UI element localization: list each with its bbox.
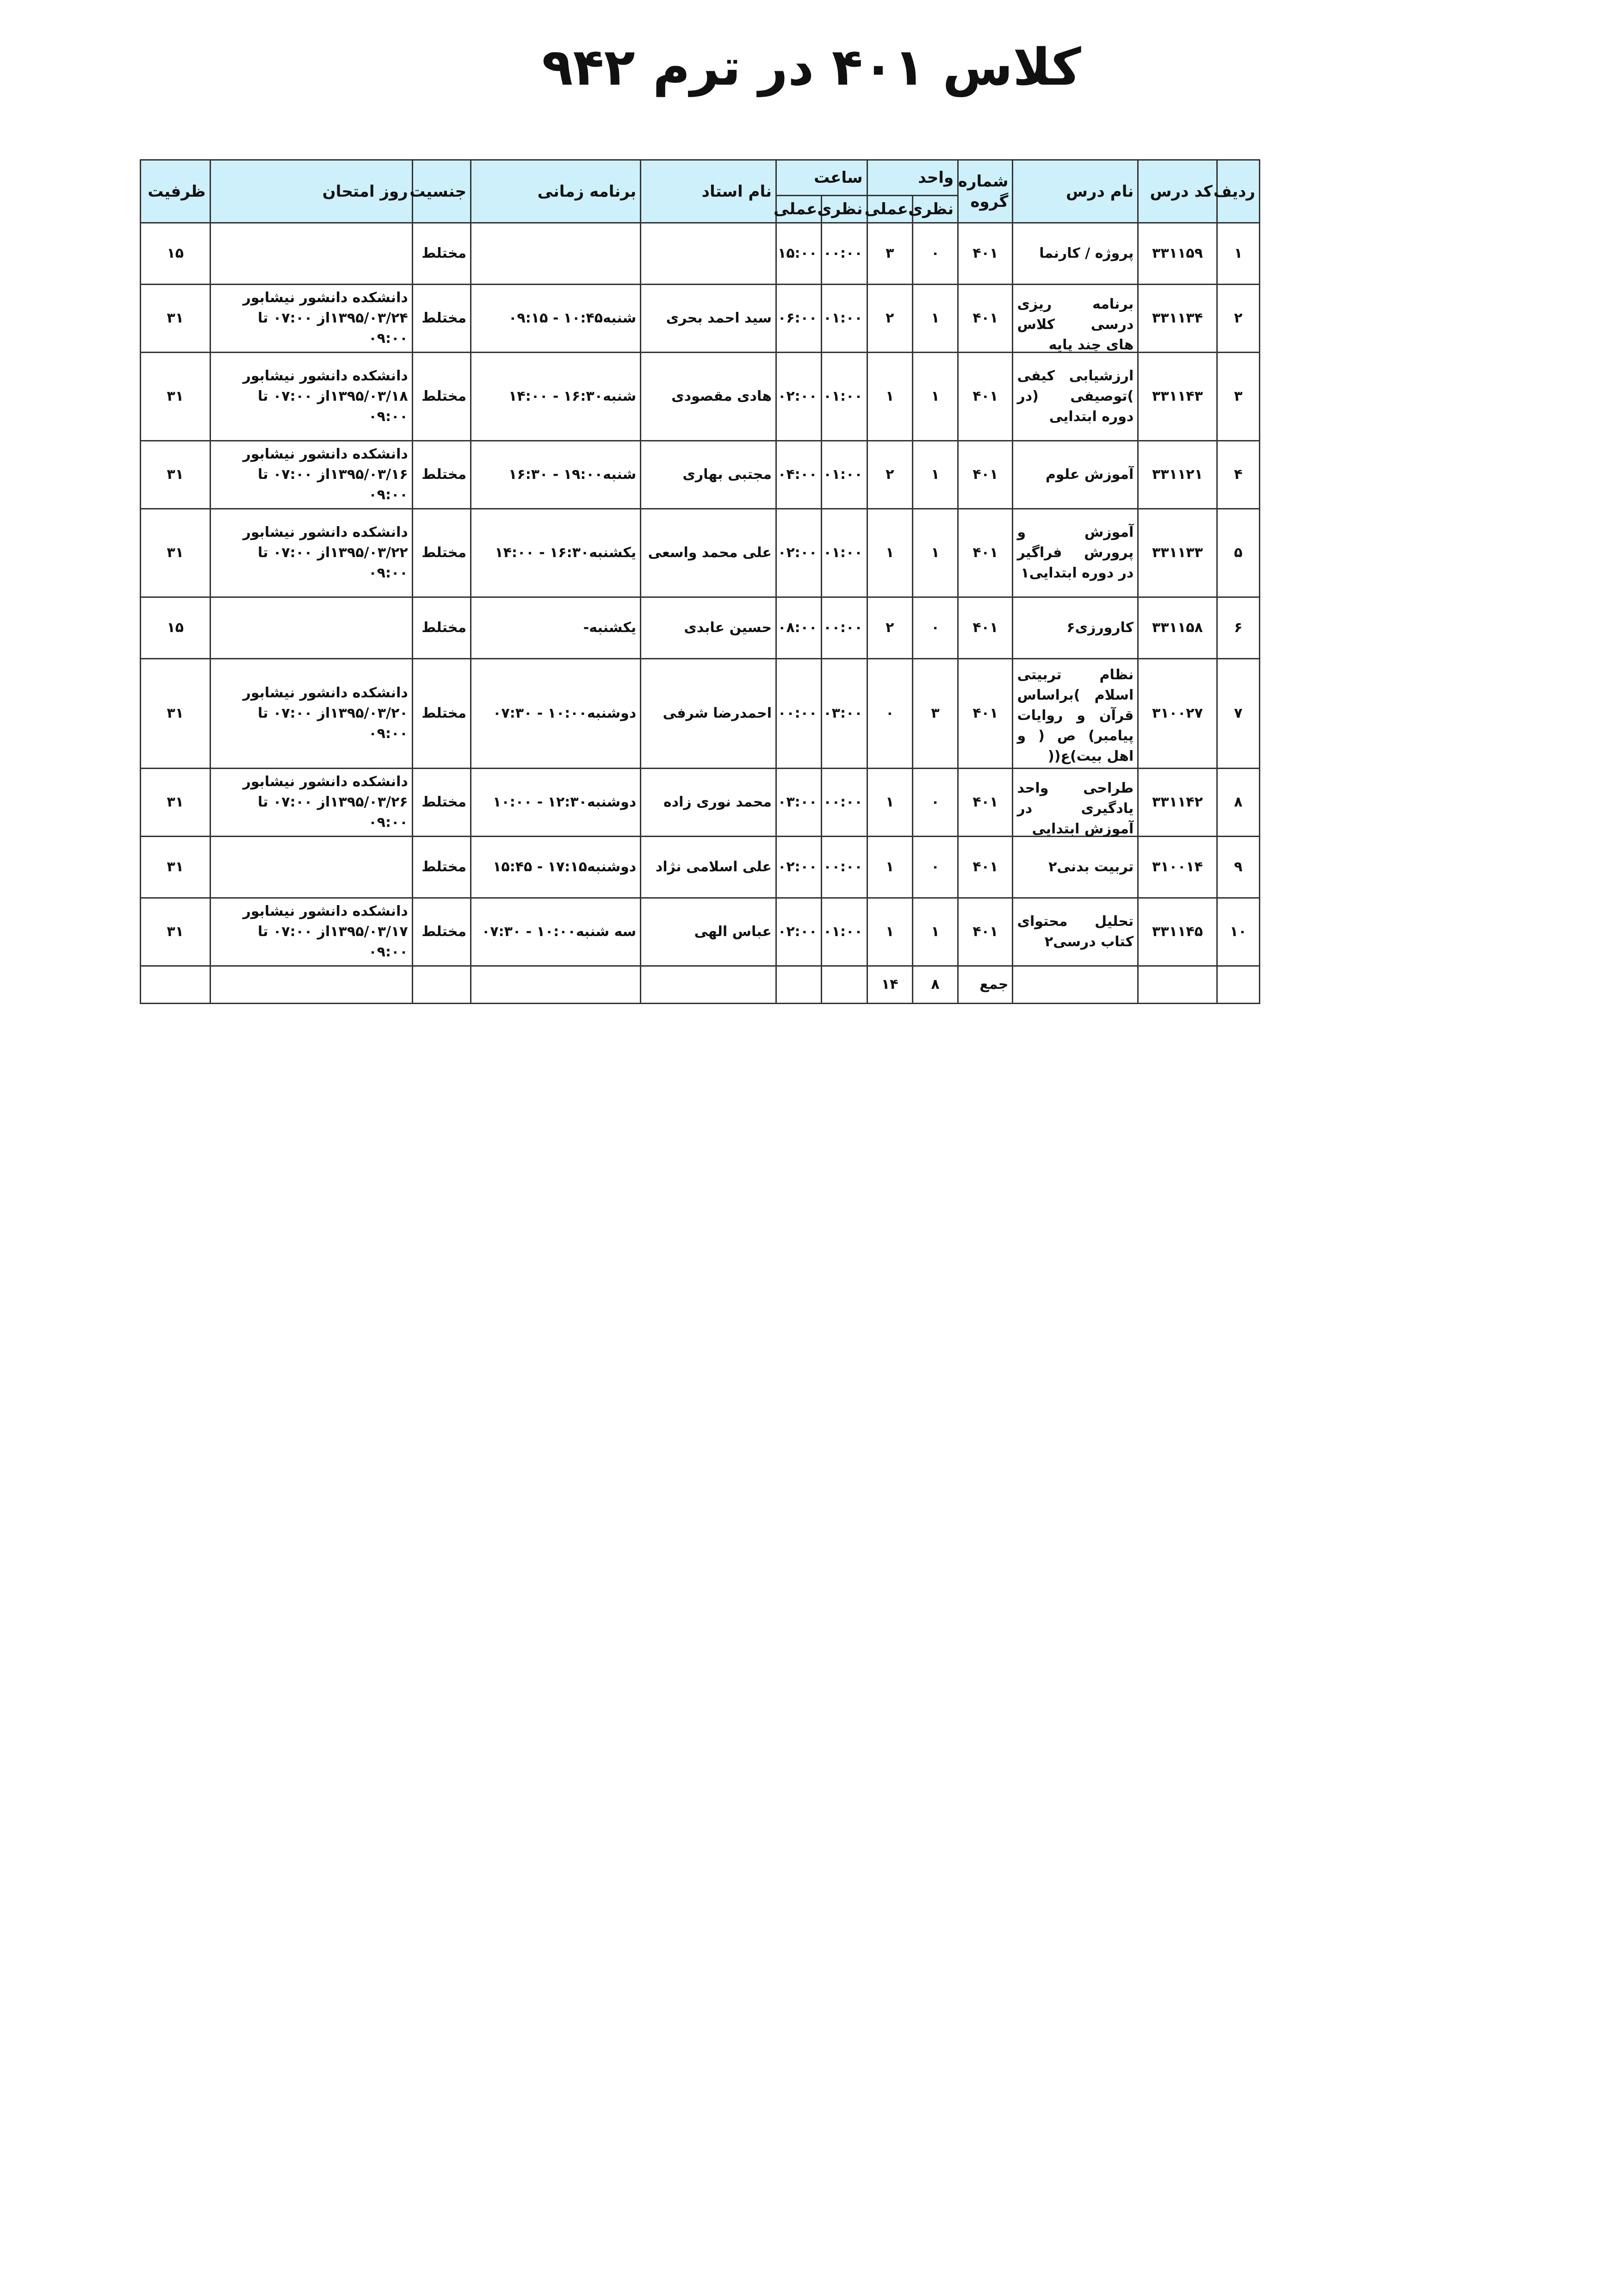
cell-gender: مختلط — [412, 509, 471, 597]
exam-text: دانشکده دانشور نیشابور ۱۳۹۵/۰۳/۱۶از ۰۷:۰۰ تا ۰۹:۰۰ — [242, 446, 408, 503]
totals-units-practical: ۱۴ — [867, 966, 912, 1004]
cell-course-name — [1013, 898, 1138, 966]
cell-hours-practical: ۰۴:۰۰ — [776, 441, 822, 509]
course-name-text: آموزش علوم — [1045, 466, 1134, 483]
cell-row-number: ۲ — [1217, 285, 1259, 353]
cell-capacity: ۳۱ — [141, 285, 211, 353]
header-hours-theory: نظری — [822, 196, 867, 223]
header-units-theory: نظری — [912, 196, 958, 223]
cell-gender: مختلط — [412, 223, 471, 285]
cell-hours-practical: ۱۵:۰۰ — [776, 223, 822, 285]
table-row — [141, 509, 1260, 597]
cell-course-code: ۳۳۱۱۵۹ — [1138, 223, 1217, 285]
header-exam-day: روز امتحان — [210, 160, 412, 223]
cell-exam — [210, 769, 412, 837]
cell-exam — [210, 223, 412, 285]
cell-units-theory: ۰ — [912, 769, 958, 837]
cell-exam — [210, 837, 412, 898]
cell-group: ۴۰۱ — [958, 509, 1013, 597]
cell-capacity: ۳۱ — [141, 441, 211, 509]
exam-text: دانشکده دانشور نیشابور ۱۳۹۵/۰۳/۲۲از ۰۷:۰۰ تا ۰۹:۰۰ — [242, 524, 408, 581]
cell-group: ۴۰۱ — [958, 597, 1013, 659]
course-name-text: تحلیل محتوای کتاب درسی۲ — [1017, 913, 1134, 950]
cell-capacity: ۳۱ — [141, 353, 211, 441]
cell-group: ۴۰۱ — [958, 285, 1013, 353]
table-row — [141, 659, 1260, 769]
cell-course-code: ۳۳۱۱۲۱ — [1138, 441, 1217, 509]
cell-hours-theory: ۰۱:۰۰ — [822, 441, 867, 509]
cell-row-number: ۶ — [1217, 597, 1259, 659]
cell-course-code: ۳۳۱۱۵۸ — [1138, 597, 1217, 659]
cell-empty — [141, 966, 211, 1004]
cell-course-code: ۳۳۱۱۳۳ — [1138, 509, 1217, 597]
cell-course-name — [1013, 837, 1138, 898]
header-units-practical: عملی — [867, 196, 912, 223]
table-row — [141, 597, 1260, 659]
cell-course-name — [1013, 441, 1138, 509]
cell-capacity: ۳۱ — [141, 659, 211, 769]
cell-empty — [412, 966, 471, 1004]
cell-group: ۴۰۱ — [958, 898, 1013, 966]
cell-gender: مختلط — [412, 285, 471, 353]
cell-units-practical: ۳ — [867, 223, 912, 285]
cell-units-theory: ۱ — [912, 898, 958, 966]
totals-units-theory: ۸ — [912, 966, 958, 1004]
cell-exam — [210, 597, 412, 659]
cell-course-code: ۳۱۰۰۲۷ — [1138, 659, 1217, 769]
course-name-text: آموزش و پرورش فراگیر در دوره ابتدایی۱ — [1017, 524, 1134, 581]
cell-teacher: هادی مقصودی — [641, 353, 776, 441]
table-row — [141, 285, 1260, 353]
cell-course-name — [1013, 285, 1138, 353]
cell-row-number: ۹ — [1217, 837, 1259, 898]
cell-row-number: ۳ — [1217, 353, 1259, 441]
cell-gender: مختلط — [412, 837, 471, 898]
cell-units-theory: ۳ — [912, 659, 958, 769]
cell-units-theory: ۰ — [912, 597, 958, 659]
cell-hours-theory: ۰۰:۰۰ — [822, 769, 867, 837]
cell-exam — [210, 509, 412, 597]
cell-exam — [210, 285, 412, 353]
cell-row-number: ۷ — [1217, 659, 1259, 769]
course-name-text: کارورزی۶ — [1066, 620, 1134, 636]
table-row — [141, 769, 1260, 837]
table-row — [141, 898, 1260, 966]
cell-teacher: مجتبی بهاری — [641, 441, 776, 509]
cell-course-code: ۳۳۱۱۳۴ — [1138, 285, 1217, 353]
header-teacher: نام استاد — [641, 160, 776, 223]
cell-exam — [210, 353, 412, 441]
cell-row-number: ۵ — [1217, 509, 1259, 597]
table-row — [141, 441, 1260, 509]
cell-units-practical: ۰ — [867, 659, 912, 769]
cell-empty — [1013, 966, 1138, 1004]
cell-empty — [471, 966, 641, 1004]
cell-schedule: سه شنبه۱۰:۰۰ - ۰۷:۳۰ — [471, 898, 641, 966]
cell-hours-theory: ۰۰:۰۰ — [822, 223, 867, 285]
header-schedule: برنامه زمانی — [471, 160, 641, 223]
cell-gender: مختلط — [412, 898, 471, 966]
cell-gender: مختلط — [412, 769, 471, 837]
table-row — [141, 353, 1260, 441]
totals-label: جمع — [958, 966, 1013, 1004]
header-course-code: کد درس — [1138, 160, 1217, 223]
header-capacity: ظرفیت — [141, 160, 211, 223]
cell-hours-theory: ۰۱:۰۰ — [822, 353, 867, 441]
cell-capacity: ۱۵ — [141, 223, 211, 285]
cell-teacher — [641, 223, 776, 285]
header-units: واحد — [867, 160, 958, 196]
cell-capacity: ۳۱ — [141, 898, 211, 966]
cell-empty — [1217, 966, 1259, 1004]
cell-teacher: عباس الهی — [641, 898, 776, 966]
cell-units-theory: ۱ — [912, 441, 958, 509]
header-row-number: ردیف — [1217, 160, 1259, 223]
cell-gender: مختلط — [412, 659, 471, 769]
cell-exam — [210, 898, 412, 966]
cell-schedule: یکشنبه- — [471, 597, 641, 659]
cell-course-code: ۳۳۱۱۴۲ — [1138, 769, 1217, 837]
course-name-text: پروژه / کارنما — [1039, 245, 1134, 261]
cell-hours-practical: ۰۶:۰۰ — [776, 285, 822, 353]
cell-units-theory: ۰ — [912, 837, 958, 898]
cell-course-code: ۳۳۱۱۴۵ — [1138, 898, 1217, 966]
cell-row-number: ۴ — [1217, 441, 1259, 509]
cell-teacher: سید احمد بحری — [641, 285, 776, 353]
cell-course-code: ۳۱۰۰۱۴ — [1138, 837, 1217, 898]
exam-text: دانشکده دانشور نیشابور ۱۳۹۵/۰۳/۲۶از ۰۷:۰۰ تا ۰۹:۰۰ — [242, 774, 408, 831]
cell-row-number: ۱۰ — [1217, 898, 1259, 966]
cell-hours-theory: ۰۱:۰۰ — [822, 285, 867, 353]
cell-units-practical: ۲ — [867, 285, 912, 353]
cell-hours-theory: ۰۱:۰۰ — [822, 509, 867, 597]
cell-units-practical: ۱ — [867, 769, 912, 837]
course-name-text: طراحی واحد یادگیری در آموزش ابتدایی — [1017, 780, 1134, 837]
cell-units-theory: ۱ — [912, 285, 958, 353]
cell-row-number: ۱ — [1217, 223, 1259, 285]
cell-units-theory: ۱ — [912, 509, 958, 597]
cell-row-number: ۸ — [1217, 769, 1259, 837]
exam-text: دانشکده دانشور نیشابور ۱۳۹۵/۰۳/۱۸از ۰۷:۰۰ تا ۰۹:۰۰ — [242, 368, 408, 425]
cell-course-name — [1013, 659, 1138, 769]
cell-capacity: ۱۵ — [141, 597, 211, 659]
cell-teacher: احمدرضا شرفی — [641, 659, 776, 769]
cell-schedule: دوشنبه۱۲:۳۰ - ۱۰:۰۰ — [471, 769, 641, 837]
course-name-text: تربیت بدنی۲ — [1048, 859, 1134, 875]
cell-units-practical: ۱ — [867, 898, 912, 966]
course-name-text: نظام تربیتی اسلام )براساس قرآن و روایات پیامبر) ص ( و اهل بیت)ع(( — [1017, 667, 1134, 764]
totals-row — [141, 966, 1260, 1004]
cell-hours-theory: ۰۰:۰۰ — [822, 837, 867, 898]
cell-hours-practical: ۰۲:۰۰ — [776, 837, 822, 898]
cell-units-practical: ۱ — [867, 509, 912, 597]
cell-gender: مختلط — [412, 597, 471, 659]
cell-hours-practical: ۰۲:۰۰ — [776, 898, 822, 966]
cell-schedule — [471, 223, 641, 285]
cell-course-name — [1013, 509, 1138, 597]
cell-hours-practical: ۰۳:۰۰ — [776, 769, 822, 837]
cell-group: ۴۰۱ — [958, 659, 1013, 769]
cell-schedule: دوشنبه۱۷:۱۵ - ۱۵:۴۵ — [471, 837, 641, 898]
cell-gender: مختلط — [412, 353, 471, 441]
cell-group: ۴۰۱ — [958, 837, 1013, 898]
cell-exam — [210, 659, 412, 769]
header-gender: جنسیت — [412, 160, 471, 223]
course-table — [140, 159, 1260, 1004]
cell-capacity: ۳۱ — [141, 509, 211, 597]
table-row — [141, 223, 1260, 285]
cell-teacher: محمد نوری زاده — [641, 769, 776, 837]
cell-hours-theory: ۰۱:۰۰ — [822, 898, 867, 966]
header-row — [141, 160, 1260, 196]
header-group-number: شماره گروه — [958, 160, 1013, 223]
header-hours: ساعت — [776, 160, 867, 196]
cell-units-practical: ۲ — [867, 597, 912, 659]
cell-empty — [641, 966, 776, 1004]
header-course-name: نام درس — [1013, 160, 1138, 223]
course-name-text: ارزشیابی کیفی )توصیفی (در دوره ابتدایی — [1017, 368, 1134, 425]
cell-teacher: علی محمد واسعی — [641, 509, 776, 597]
page-title: کلاس ۴۰۱ در ترم ۹۴۲ — [542, 37, 1081, 97]
header-hours-practical: عملی — [776, 196, 822, 223]
course-name-text: برنامه ریزی درسی کلاس های چند پایه — [1017, 296, 1134, 353]
cell-group: ۴۰۱ — [958, 223, 1013, 285]
cell-units-theory: ۱ — [912, 353, 958, 441]
cell-capacity: ۳۱ — [141, 769, 211, 837]
cell-hours-practical: ۰۸:۰۰ — [776, 597, 822, 659]
cell-hours-practical: ۰۰:۰۰ — [776, 659, 822, 769]
cell-schedule: شنبه۱۹:۰۰ - ۱۶:۳۰ — [471, 441, 641, 509]
cell-group: ۴۰۱ — [958, 353, 1013, 441]
cell-schedule: شنبه۱۶:۳۰ - ۱۴:۰۰ — [471, 353, 641, 441]
cell-group: ۴۰۱ — [958, 441, 1013, 509]
cell-hours-practical: ۰۲:۰۰ — [776, 353, 822, 441]
cell-hours-practical: ۰۲:۰۰ — [776, 509, 822, 597]
table-row — [141, 837, 1260, 898]
exam-text: دانشکده دانشور نیشابور ۱۳۹۵/۰۳/۱۷از ۰۷:۰۰ تا ۰۹:۰۰ — [242, 903, 408, 960]
cell-course-name — [1013, 769, 1138, 837]
cell-gender: مختلط — [412, 441, 471, 509]
cell-course-code: ۳۳۱۱۴۳ — [1138, 353, 1217, 441]
cell-exam — [210, 441, 412, 509]
cell-units-practical: ۱ — [867, 353, 912, 441]
cell-empty — [776, 966, 822, 1004]
cell-hours-theory: ۰۰:۰۰ — [822, 597, 867, 659]
cell-group: ۴۰۱ — [958, 769, 1013, 837]
cell-units-practical: ۲ — [867, 441, 912, 509]
cell-empty — [210, 966, 412, 1004]
cell-empty — [1138, 966, 1217, 1004]
cell-course-name — [1013, 353, 1138, 441]
exam-text: دانشکده دانشور نیشابور ۱۳۹۵/۰۳/۲۴از ۰۷:۰۰ تا ۰۹:۰۰ — [242, 290, 408, 347]
cell-empty — [822, 966, 867, 1004]
cell-hours-theory: ۰۳:۰۰ — [822, 659, 867, 769]
cell-units-theory: ۰ — [912, 223, 958, 285]
cell-capacity: ۳۱ — [141, 837, 211, 898]
cell-units-practical: ۱ — [867, 837, 912, 898]
cell-schedule: شنبه۱۰:۴۵ - ۰۹:۱۵ — [471, 285, 641, 353]
cell-schedule: یکشنبه۱۶:۳۰ - ۱۴:۰۰ — [471, 509, 641, 597]
exam-text: دانشکده دانشور نیشابور ۱۳۹۵/۰۳/۲۰از ۰۷:۰۰ تا ۰۹:۰۰ — [242, 685, 408, 742]
cell-course-name — [1013, 223, 1138, 285]
cell-teacher: علی اسلامی نژاد — [641, 837, 776, 898]
cell-schedule: دوشنبه۱۰:۰۰ - ۰۷:۳۰ — [471, 659, 641, 769]
cell-course-name — [1013, 597, 1138, 659]
cell-teacher: حسین عابدی — [641, 597, 776, 659]
